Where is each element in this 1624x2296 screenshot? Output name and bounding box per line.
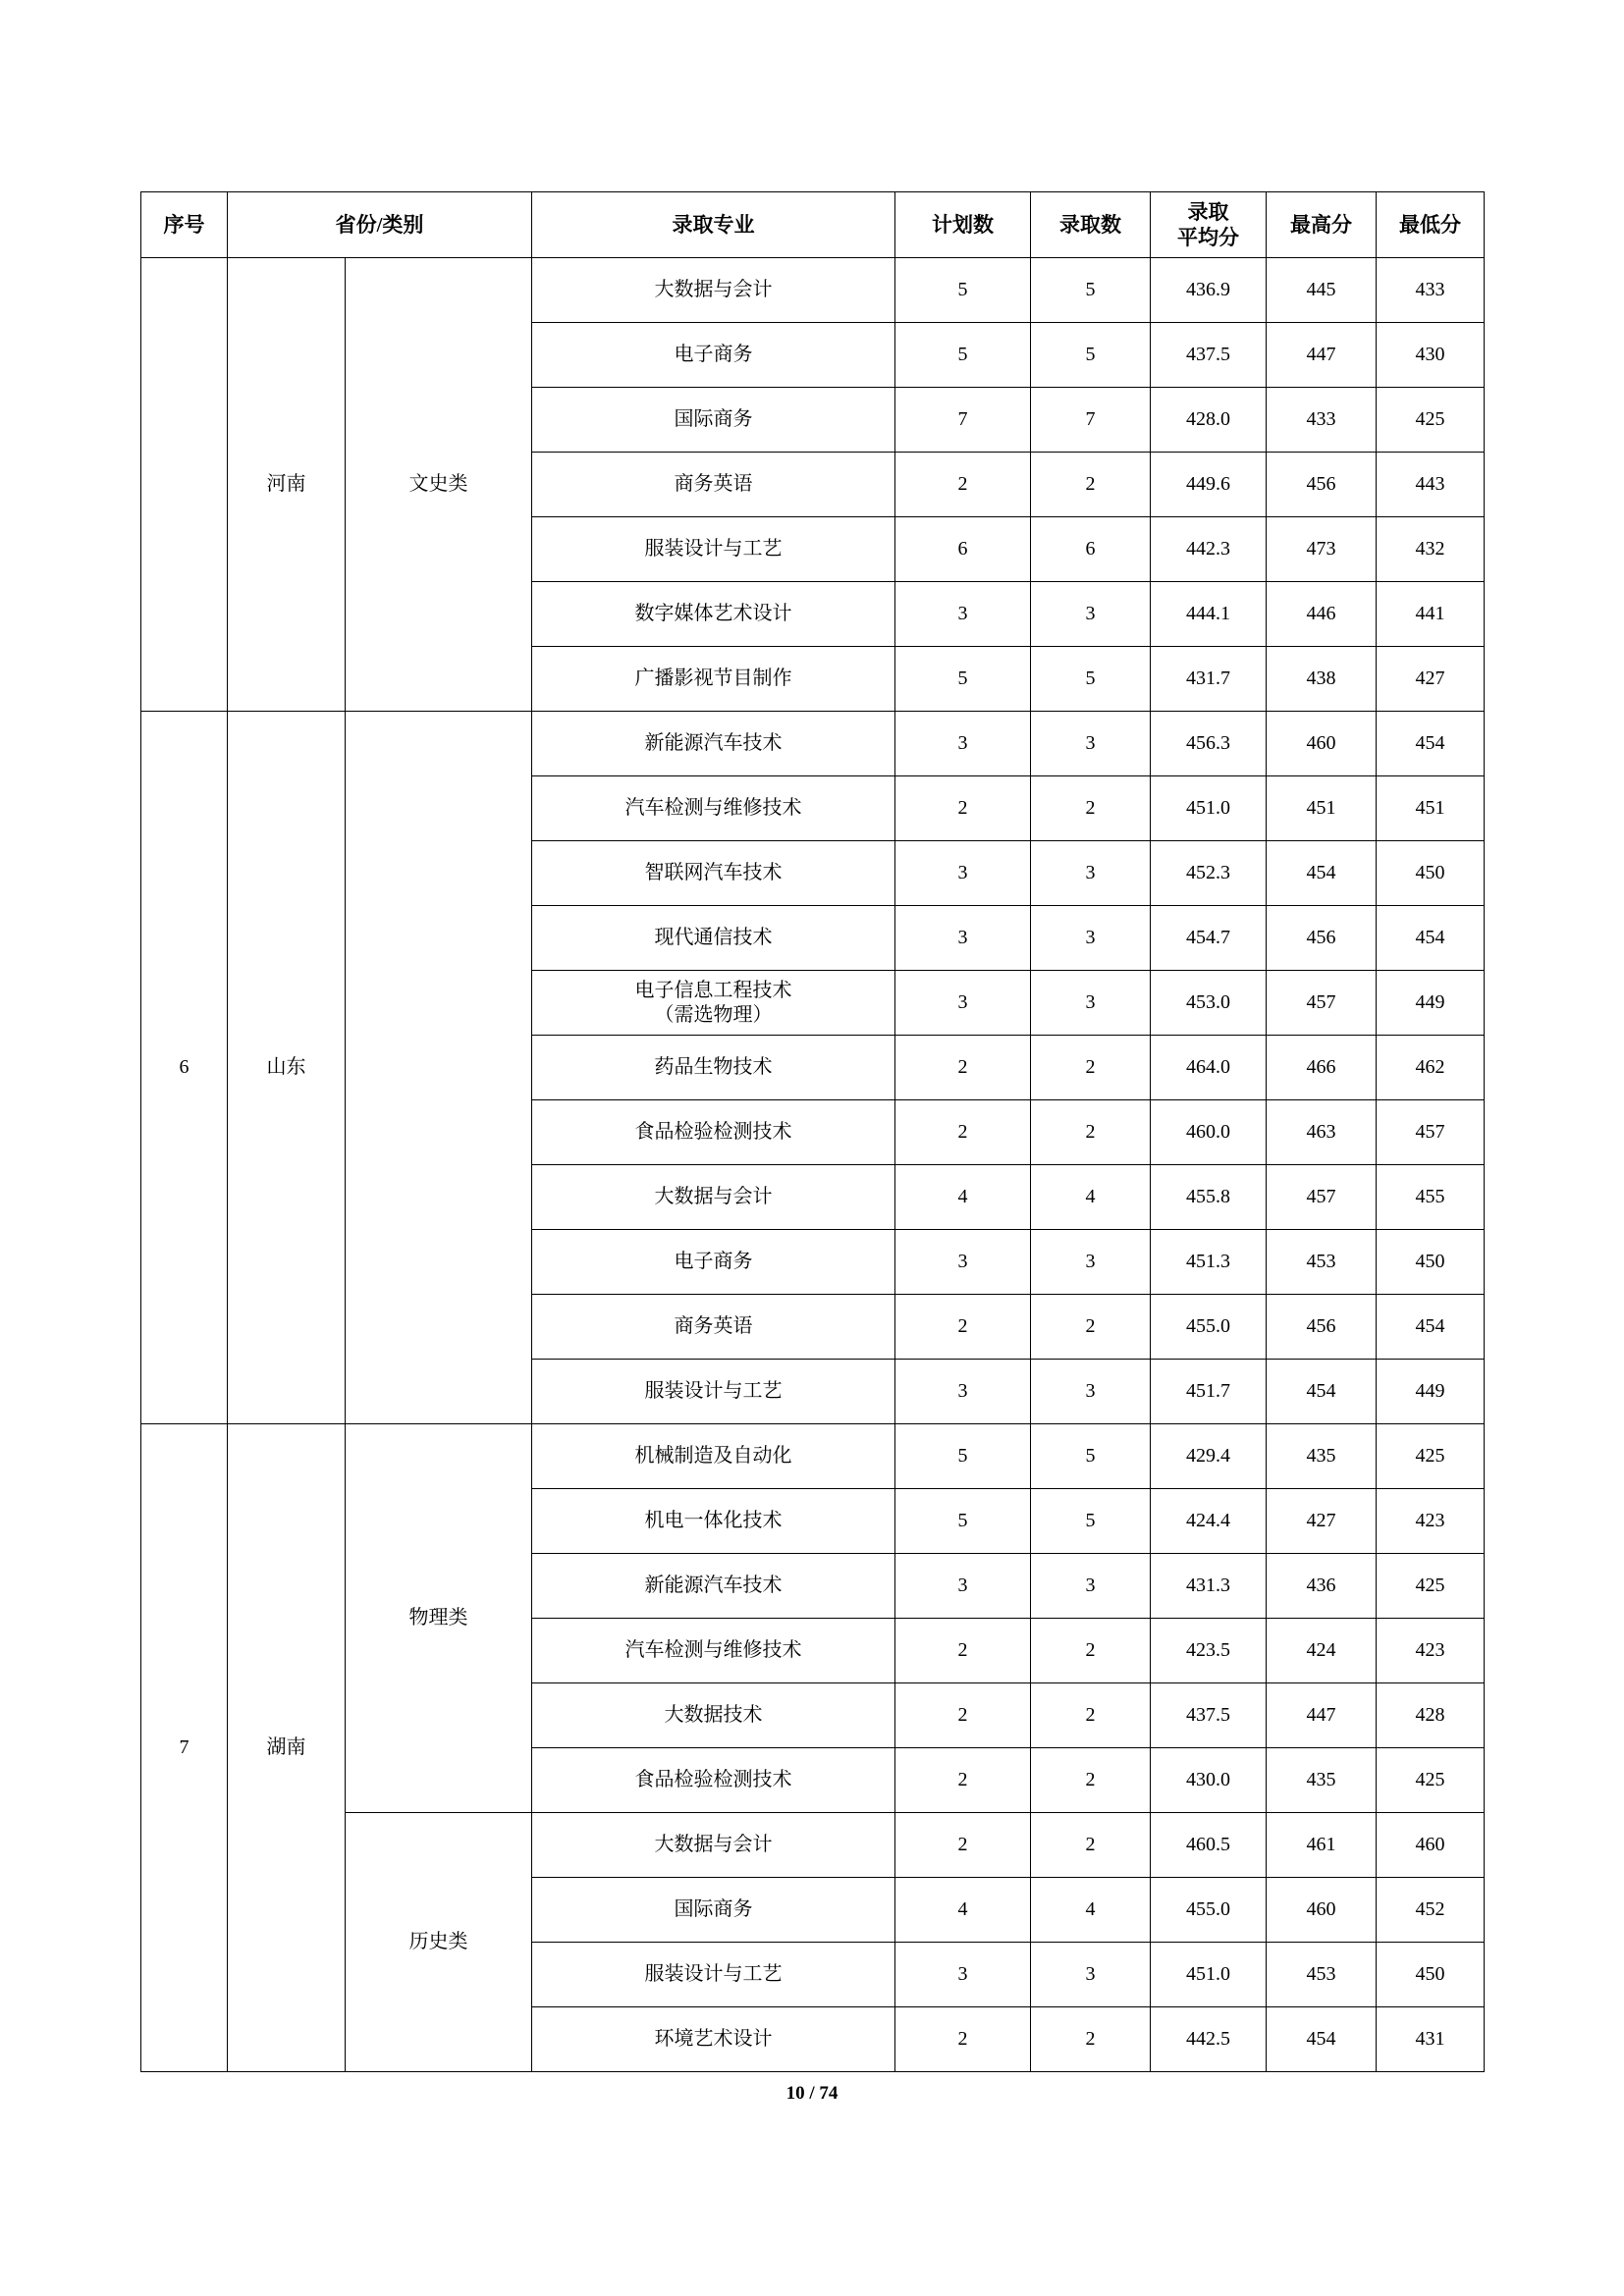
cell-admit-count: 3	[1031, 971, 1151, 1036]
cell-admit-count: 2	[1031, 776, 1151, 841]
header-max-score: 最高分	[1267, 192, 1377, 258]
cell-admit-count: 5	[1031, 323, 1151, 388]
cell-max-score: 457	[1267, 1165, 1377, 1230]
cell-max-score: 456	[1267, 453, 1377, 517]
header-min-score: 最低分	[1377, 192, 1485, 258]
cell-min-score: 454	[1377, 1295, 1485, 1360]
cell-major: 广播影视节目制作	[532, 647, 895, 712]
cell-major: 药品生物技术	[532, 1036, 895, 1100]
header-major: 录取专业	[532, 192, 895, 258]
cell-min-score: 457	[1377, 1100, 1485, 1165]
cell-min-score: 452	[1377, 1878, 1485, 1943]
cell-category	[346, 712, 532, 1424]
cell-max-score: 454	[1267, 1360, 1377, 1424]
cell-max-score: 433	[1267, 388, 1377, 453]
cell-min-score: 455	[1377, 1165, 1485, 1230]
cell-sequence: 6	[141, 712, 228, 1424]
cell-major: 大数据与会计	[532, 1813, 895, 1878]
cell-plan-count: 5	[895, 258, 1031, 323]
cell-admit-count: 2	[1031, 1683, 1151, 1748]
cell-max-score: 463	[1267, 1100, 1377, 1165]
cell-min-score: 450	[1377, 1943, 1485, 2007]
table-row	[141, 258, 1485, 323]
cell-plan-count: 2	[895, 1619, 1031, 1683]
cell-plan-count: 3	[895, 582, 1031, 647]
header-row	[141, 192, 1485, 258]
cell-min-score: 425	[1377, 1424, 1485, 1489]
cell-min-score: 430	[1377, 323, 1485, 388]
header-average-score	[1151, 192, 1267, 258]
cell-major: 商务英语	[532, 1295, 895, 1360]
header-seq: 序号	[141, 192, 228, 258]
cell-max-score: 445	[1267, 258, 1377, 323]
cell-admit-count: 2	[1031, 2007, 1151, 2072]
cell-average-score: 429.4	[1151, 1424, 1267, 1489]
cell-admit-count: 4	[1031, 1878, 1151, 1943]
cell-plan-count: 5	[895, 323, 1031, 388]
cell-major: 电子商务	[532, 1230, 895, 1295]
cell-max-score: 427	[1267, 1489, 1377, 1554]
cell-min-score: 432	[1377, 517, 1485, 582]
cell-admit-count: 2	[1031, 453, 1151, 517]
cell-plan-count: 5	[895, 647, 1031, 712]
cell-min-score: 460	[1377, 1813, 1485, 1878]
cell-plan-count: 2	[895, 1036, 1031, 1100]
cell-min-score: 451	[1377, 776, 1485, 841]
cell-major: 食品检验检测技术	[532, 1748, 895, 1813]
cell-admit-count: 3	[1031, 712, 1151, 776]
cell-average-score: 454.7	[1151, 906, 1267, 971]
cell-average-score: 437.5	[1151, 323, 1267, 388]
cell-major: 现代通信技术	[532, 906, 895, 971]
cell-major: 新能源汽车技术	[532, 1554, 895, 1619]
cell-admit-count: 3	[1031, 1360, 1151, 1424]
cell-max-score: 456	[1267, 906, 1377, 971]
cell-average-score: 455.8	[1151, 1165, 1267, 1230]
cell-plan-count: 4	[895, 1165, 1031, 1230]
cell-admit-count: 3	[1031, 841, 1151, 906]
cell-average-score: 451.3	[1151, 1230, 1267, 1295]
cell-plan-count: 3	[895, 1360, 1031, 1424]
header-average-score-line2: 平均分	[1177, 226, 1239, 249]
cell-major: 汽车检测与维修技术	[532, 1619, 895, 1683]
cell-plan-count: 3	[895, 1943, 1031, 2007]
cell-min-score: 423	[1377, 1619, 1485, 1683]
cell-average-score: 444.1	[1151, 582, 1267, 647]
cell-max-score: 446	[1267, 582, 1377, 647]
cell-admit-count: 5	[1031, 647, 1151, 712]
cell-admit-count: 2	[1031, 1748, 1151, 1813]
cell-average-score: 451.0	[1151, 1943, 1267, 2007]
cell-average-score: 456.3	[1151, 712, 1267, 776]
cell-min-score: 423	[1377, 1489, 1485, 1554]
cell-average-score: 460.0	[1151, 1100, 1267, 1165]
cell-plan-count: 2	[895, 2007, 1031, 2072]
cell-admit-count: 5	[1031, 1489, 1151, 1554]
table-header	[141, 192, 1485, 258]
cell-admit-count: 2	[1031, 1619, 1151, 1683]
cell-max-score: 435	[1267, 1424, 1377, 1489]
cell-admit-count: 4	[1031, 1165, 1151, 1230]
cell-max-score: 424	[1267, 1619, 1377, 1683]
cell-plan-count: 3	[895, 841, 1031, 906]
cell-major: 国际商务	[532, 388, 895, 453]
header-admit-count: 录取数	[1031, 192, 1151, 258]
cell-admit-count: 3	[1031, 582, 1151, 647]
cell-plan-count: 2	[895, 1295, 1031, 1360]
cell-max-score: 453	[1267, 1943, 1377, 2007]
cell-min-score: 449	[1377, 1360, 1485, 1424]
cell-min-score: 450	[1377, 1230, 1485, 1295]
cell-major: 汽车检测与维修技术	[532, 776, 895, 841]
cell-max-score: 473	[1267, 517, 1377, 582]
cell-admit-count: 3	[1031, 1230, 1151, 1295]
cell-province: 山东	[228, 712, 346, 1424]
cell-major: 服装设计与工艺	[532, 1943, 895, 2007]
cell-plan-count: 2	[895, 1813, 1031, 1878]
cell-major-line: （需选物理）	[654, 1003, 773, 1026]
header-average-score-line1: 录取	[1187, 199, 1229, 224]
cell-max-score: 451	[1267, 776, 1377, 841]
cell-average-score: 460.5	[1151, 1813, 1267, 1878]
cell-major: 大数据与会计	[532, 258, 895, 323]
cell-plan-count: 7	[895, 388, 1031, 453]
cell-max-score: 447	[1267, 323, 1377, 388]
cell-admit-count: 6	[1031, 517, 1151, 582]
cell-major	[532, 971, 895, 1036]
cell-max-score: 460	[1267, 712, 1377, 776]
cell-major: 智联网汽车技术	[532, 841, 895, 906]
table-row	[141, 1424, 1485, 1489]
cell-min-score: 425	[1377, 1554, 1485, 1619]
cell-major: 机械制造及自动化	[532, 1424, 895, 1489]
cell-plan-count: 2	[895, 1683, 1031, 1748]
cell-max-score: 466	[1267, 1036, 1377, 1100]
cell-major: 服装设计与工艺	[532, 517, 895, 582]
cell-average-score: 431.7	[1151, 647, 1267, 712]
cell-admit-count: 5	[1031, 1424, 1151, 1489]
cell-min-score: 449	[1377, 971, 1485, 1036]
cell-max-score: 457	[1267, 971, 1377, 1036]
cell-min-score: 425	[1377, 388, 1485, 453]
table-row	[141, 712, 1485, 776]
cell-major: 机电一体化技术	[532, 1489, 895, 1554]
cell-average-score: 451.0	[1151, 776, 1267, 841]
cell-min-score: 433	[1377, 258, 1485, 323]
cell-admit-count: 3	[1031, 906, 1151, 971]
cell-plan-count: 4	[895, 1878, 1031, 1943]
cell-province: 湖南	[228, 1424, 346, 2072]
cell-plan-count: 2	[895, 1748, 1031, 1813]
cell-min-score: 431	[1377, 2007, 1485, 2072]
cell-average-score: 453.0	[1151, 971, 1267, 1036]
cell-major: 大数据技术	[532, 1683, 895, 1748]
cell-average-score: 436.9	[1151, 258, 1267, 323]
cell-max-score: 447	[1267, 1683, 1377, 1748]
cell-plan-count: 3	[895, 712, 1031, 776]
cell-average-score: 437.5	[1151, 1683, 1267, 1748]
cell-min-score: 454	[1377, 906, 1485, 971]
cell-major: 新能源汽车技术	[532, 712, 895, 776]
cell-average-score: 424.4	[1151, 1489, 1267, 1554]
header-province-category: 省份/类别	[228, 192, 532, 258]
cell-major: 数字媒体艺术设计	[532, 582, 895, 647]
cell-admit-count: 7	[1031, 388, 1151, 453]
cell-plan-count: 3	[895, 1230, 1031, 1295]
cell-max-score: 461	[1267, 1813, 1377, 1878]
cell-average-score: 431.3	[1151, 1554, 1267, 1619]
cell-admit-count: 2	[1031, 1295, 1151, 1360]
cell-average-score: 455.0	[1151, 1295, 1267, 1360]
admission-score-table	[140, 191, 1485, 2072]
page-number: 10 / 74	[785, 2083, 839, 2104]
cell-major: 大数据与会计	[532, 1165, 895, 1230]
cell-major: 服装设计与工艺	[532, 1360, 895, 1424]
cell-sequence: 7	[141, 1424, 228, 2072]
cell-major: 电子商务	[532, 323, 895, 388]
cell-min-score: 454	[1377, 712, 1485, 776]
cell-plan-count: 2	[895, 776, 1031, 841]
cell-max-score: 438	[1267, 647, 1377, 712]
cell-max-score: 454	[1267, 841, 1377, 906]
header-plan-count: 计划数	[895, 192, 1031, 258]
cell-plan-count: 3	[895, 1554, 1031, 1619]
cell-max-score: 454	[1267, 2007, 1377, 2072]
cell-min-score: 427	[1377, 647, 1485, 712]
cell-average-score: 430.0	[1151, 1748, 1267, 1813]
cell-max-score: 453	[1267, 1230, 1377, 1295]
cell-average-score: 452.3	[1151, 841, 1267, 906]
cell-min-score: 441	[1377, 582, 1485, 647]
cell-plan-count: 2	[895, 1100, 1031, 1165]
cell-major: 国际商务	[532, 1878, 895, 1943]
cell-average-score: 455.0	[1151, 1878, 1267, 1943]
cell-min-score: 425	[1377, 1748, 1485, 1813]
cell-average-score: 423.5	[1151, 1619, 1267, 1683]
cell-admit-count: 3	[1031, 1554, 1151, 1619]
cell-admit-count: 3	[1031, 1943, 1151, 2007]
cell-average-score: 442.3	[1151, 517, 1267, 582]
cell-average-score: 428.0	[1151, 388, 1267, 453]
cell-province: 河南	[228, 258, 346, 712]
cell-plan-count: 5	[895, 1424, 1031, 1489]
cell-admit-count: 2	[1031, 1036, 1151, 1100]
cell-plan-count: 3	[895, 906, 1031, 971]
cell-plan-count: 2	[895, 453, 1031, 517]
admission-table-container	[140, 191, 1484, 2072]
cell-major: 商务英语	[532, 453, 895, 517]
cell-min-score: 443	[1377, 453, 1485, 517]
cell-plan-count: 3	[895, 971, 1031, 1036]
cell-admit-count: 2	[1031, 1813, 1151, 1878]
cell-admit-count: 5	[1031, 258, 1151, 323]
cell-sequence	[141, 258, 228, 712]
cell-admit-count: 2	[1031, 1100, 1151, 1165]
cell-min-score: 450	[1377, 841, 1485, 906]
cell-plan-count: 5	[895, 1489, 1031, 1554]
cell-min-score: 428	[1377, 1683, 1485, 1748]
cell-category: 物理类	[346, 1424, 532, 1813]
cell-major: 食品检验检测技术	[532, 1100, 895, 1165]
cell-average-score: 464.0	[1151, 1036, 1267, 1100]
cell-min-score: 462	[1377, 1036, 1485, 1100]
cell-max-score: 435	[1267, 1748, 1377, 1813]
table-body	[141, 258, 1485, 2072]
cell-max-score: 456	[1267, 1295, 1377, 1360]
cell-average-score: 449.6	[1151, 453, 1267, 517]
cell-max-score: 460	[1267, 1878, 1377, 1943]
cell-category: 文史类	[346, 258, 532, 712]
cell-major: 环境艺术设计	[532, 2007, 895, 2072]
cell-major-line: 电子信息工程技术	[634, 979, 792, 1001]
cell-average-score: 442.5	[1151, 2007, 1267, 2072]
cell-max-score: 436	[1267, 1554, 1377, 1619]
cell-category: 历史类	[346, 1813, 532, 2072]
cell-average-score: 451.7	[1151, 1360, 1267, 1424]
cell-plan-count: 6	[895, 517, 1031, 582]
